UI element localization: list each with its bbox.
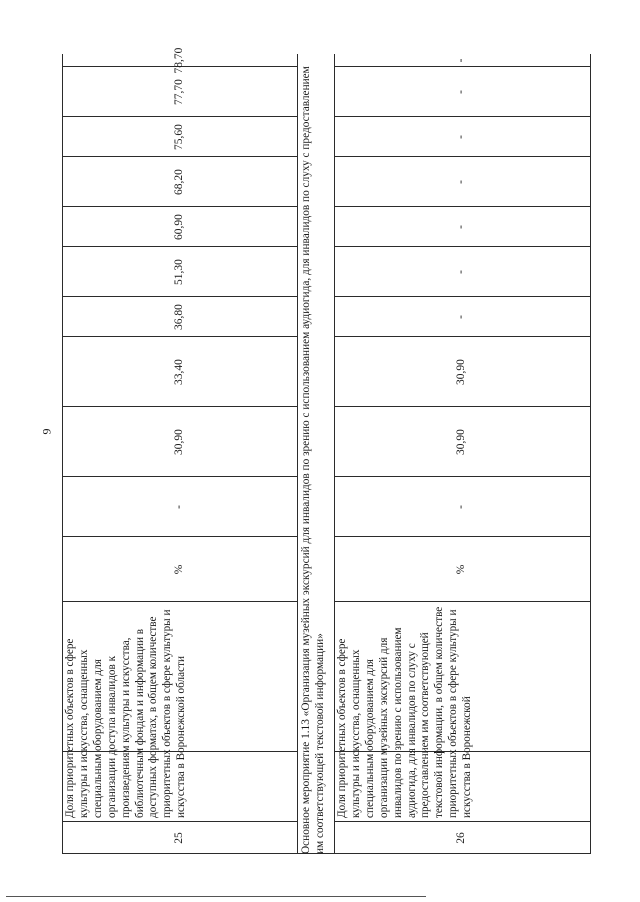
- row-26-value: -: [455, 505, 468, 509]
- row-25-value: 33,40: [172, 359, 185, 385]
- row-26-value: -: [455, 135, 468, 139]
- row-26-value: -: [455, 225, 468, 229]
- row-25-value: 77,70: [172, 79, 185, 105]
- row-26-description: Доля приоритетных объектов в сфере культуры и искусства, оснащенных специальным оборудованием для организации музейных экскурсий для инвалидов по зрению с использованием аудиогида, для инвалидов по слуху с предоставлением им соответствующей текстовой информации, в общем количестве приоритетных объектов в сфере культуры и искусства в Воронежской: [336, 606, 474, 818]
- row-25-value: 78,70: [172, 47, 185, 74]
- row-26-unit: %: [455, 564, 468, 575]
- row-border: [590, 54, 591, 854]
- row-border: [297, 54, 298, 854]
- row-25-value: 60,90: [172, 214, 185, 240]
- row-26-value: -: [455, 180, 468, 184]
- row-25-value: 68,20: [172, 169, 185, 195]
- row-26-value: -: [455, 270, 468, 274]
- row-26-number: 26: [455, 832, 468, 844]
- row-25-value: 75,60: [172, 124, 185, 150]
- row-25-value: -: [172, 505, 185, 509]
- row-26-value: 30,90: [455, 359, 468, 385]
- row-26-value: -: [455, 90, 468, 94]
- row-25-unit: %: [172, 564, 185, 575]
- rotated-table-page: [62, 47, 592, 862]
- row-25-value: 30,90: [172, 429, 185, 455]
- row-26-value: -: [455, 315, 468, 319]
- row-26-value: 30,90: [455, 429, 468, 455]
- row-25-value: 51,30: [172, 259, 185, 285]
- row-26-value: -: [455, 58, 468, 63]
- section-heading: Основное мероприятие 1.13 «Организация музейных экскурсий для инвалидов по зрению с использованием аудиогида, для инвалидов по слуху с предоставлением им соответствующей текстовой информации»: [300, 66, 326, 854]
- row-25-value: 36,80: [172, 304, 185, 330]
- page-number: 9: [39, 428, 54, 435]
- row-25-number: 25: [172, 832, 185, 844]
- bottom-rule: [6, 896, 426, 897]
- row-25-description: Доля приоритетных объектов в сфере культуры и искусства, оснащенных специальным оборудованием для организации доступа инвалидов к произведениям культуры и искусства, библиотечным фондам и информации в доступных форматах, в общем количестве приоритетных объектов в сфере культуры и искусства в Воронежской области: [64, 609, 188, 818]
